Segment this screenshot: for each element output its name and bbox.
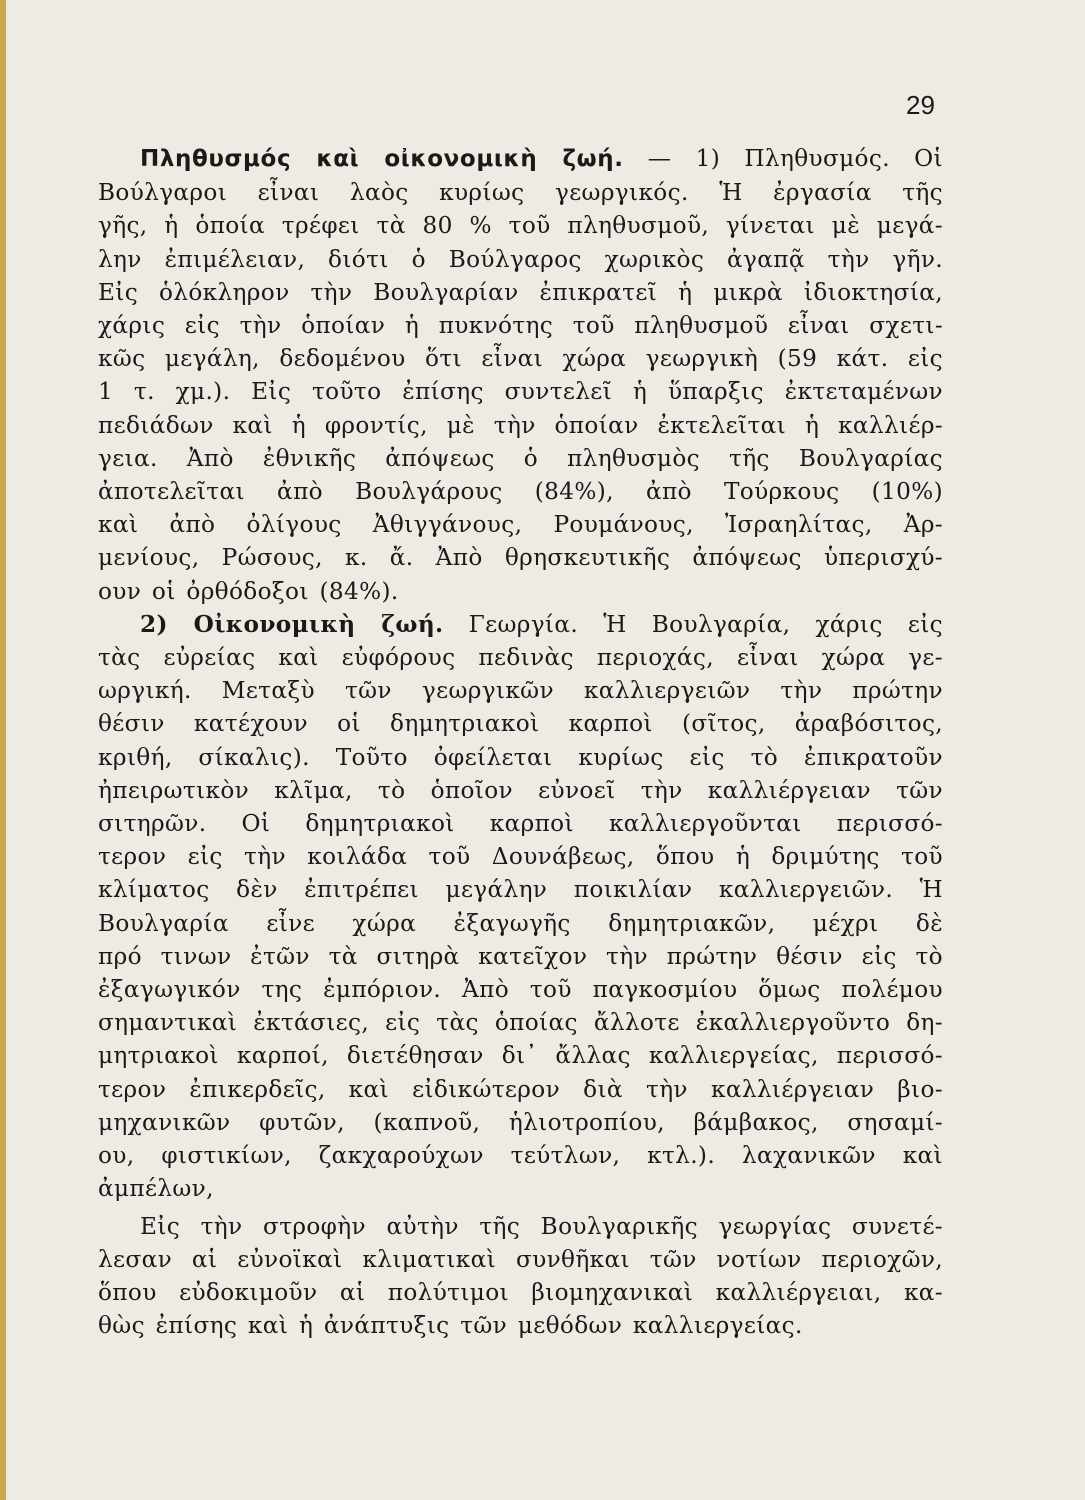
text-line: 1 τ. χμ.). Εἰς τοῦτο ἐπίσης συντελεῖ ἡ ὕπαρξις ἐκτεταμένων: [98, 378, 943, 406]
text-line: Βούλγαροι εἶναι λαὸς κυρίως γεωργικός. Ἡ ἐργασία τῆς: [98, 179, 943, 207]
text-line: σιτηρῶν. Οἱ δημητριακοὶ καρποὶ καλλιεργοῦνται περισσό-: [98, 810, 943, 838]
text-line: μητριακοὶ καρποί, διετέθησαν δι᾽ ἄλλας καλλιεργείας, περισσό-: [98, 1042, 943, 1070]
section-heading: Πληθυσμός καὶ οἰκονομικὴ ζωή.: [140, 146, 624, 172]
text-line: Εἰς τὴν στροφὴν αὐτὴν τῆς Βουλγαρικῆς γεωργίας συνετέ-: [140, 1212, 943, 1240]
text-line: σημαντικαὶ ἐκτάσιες, εἰς τὰς ὁποίας ἄλλοτε ἐκαλλιεργοῦντο δη-: [98, 1009, 943, 1037]
text-line: κλίματος δὲν ἐπιτρέπει μεγάλην ποικιλίαν καλλιεργειῶν. Ἡ: [98, 876, 943, 904]
text-line: καὶ ἀπὸ ὀλίγους Ἀθιγγάνους, Ρουμάνους, Ἰσραηλίτας, Ἀρ-: [98, 511, 943, 539]
text-line: ὅπου εὐδοκιμοῦν αἱ πολύτιμοι βιομηχανικαὶ καλλιέργειαι, κα-: [98, 1278, 943, 1306]
text-line: κῶς μεγάλη, δεδομένου ὅτι εἶναι χώρα γεωργικὴ (59 κάτ. εἰς: [98, 345, 943, 373]
text-line: τερον εἰς τὴν κοιλάδα τοῦ Δουνάβεως, ὅπου ἡ δριμύτης τοῦ: [98, 843, 943, 871]
body-text: [98, 142, 943, 1342]
text-line: γῆς, ἡ ὁποία τρέφει τὰ 80 % τοῦ πληθυσμοῦ, γίνεται μὲ μεγά-: [98, 212, 943, 240]
paragraph-economy: [98, 608, 943, 1206]
text-line: λην ἐπιμέλειαν, διότι ὁ Βούλγαρος χωρικὸς ἀγαπᾷ τὴν γῆν.: [98, 245, 943, 273]
text-line: μενίους, Ρώσους, κ. ἄ. Ἀπὸ θρησκευτικῆς ἀπόψεως ὑπερισχύ-: [98, 544, 943, 572]
text-line: χάρις εἰς τὴν ὁποίαν ἡ πυκνότης τοῦ πληθυσμοῦ εἶναι σχετι-: [98, 312, 943, 340]
text-line: μηχανικῶν φυτῶν, (καπνοῦ, ἡλιοτροπίου, βάμβακος, σησαμί-: [98, 1108, 943, 1136]
paragraph-population: [98, 142, 943, 608]
page-number: 29: [906, 90, 935, 120]
subsection-heading: 2) Οἰκονομικὴ ζωή.: [140, 610, 444, 638]
text-line: 2) Οἰκονομικὴ ζωή. Γεωργία. Ἡ Βουλγαρία, χάρις εἰς: [140, 610, 944, 638]
text-line: Πληθυσμός καὶ οἰκονομικὴ ζωή. — 1) Πληθυσμός. Οἱ: [140, 145, 943, 172]
text-line: ουν οἱ ὀρθόδοξοι (84%).: [98, 577, 399, 605]
text-line: θὼς ἐπίσης καὶ ἡ ἀνάπτυξις τῶν μεθόδων καλλιεργείας.: [98, 1312, 803, 1340]
text-line: τὰς εὐρείας καὶ εὐφόρους πεδινὰς περιοχάς, εἶναι χώρα γε-: [98, 644, 943, 672]
text-line: θέσιν κατέχουν οἱ δημητριακοὶ καρποὶ (σῖτος, ἀραβόσιτος,: [98, 710, 943, 738]
text-line: ου, φιστικίων, ζακχαρούχων τεύτλων, κτλ.). λαχανικῶν καὶ: [98, 1142, 943, 1170]
text-line: γεια. Ἀπὸ ἐθνικῆς ἀπόψεως ὁ πληθυσμὸς τῆς Βουλγαρίας: [98, 444, 943, 472]
paragraph-agriculture-shift: [98, 1210, 943, 1343]
text-line: ἀποτελεῖται ἀπὸ Βουλγάρους (84%), ἀπὸ Τούρκους (10%): [98, 478, 943, 506]
text-line: πρό τινων ἐτῶν τὰ σιτηρὰ κατεῖχον τὴν πρώτην θέσιν εἰς τὸ: [98, 942, 943, 970]
text-line: πεδιάδων καὶ ἡ φροντίς, μὲ τὴν ὁποίαν ἐκτελεῖται ἡ καλλιέρ-: [98, 411, 943, 439]
text-line: Εἰς ὁλόκληρον τὴν Βουλγαρίαν ἐπικρατεῖ ἡ μικρὰ ἰδιοκτησία,: [98, 278, 943, 306]
text-line: κριθή, σίκαλις). Τοῦτο ὀφείλεται κυρίως εἰς τὸ ἐπικρατοῦν: [98, 743, 943, 771]
text-line: λεσαν αἱ εὐνοϊκαὶ κλιματικαὶ συνθῆκαι τῶν νοτίων περιοχῶν,: [98, 1245, 943, 1273]
text-line: ἀμπέλων,: [98, 1175, 214, 1203]
text-line: ωργική. Μεταξὺ τῶν γεωργικῶν καλλιεργειῶν τὴν πρώτην: [98, 677, 943, 705]
text-line: ἐξαγωγικόν της ἐμπόριον. Ἀπὸ τοῦ παγκοσμίου ὅμως πολέμου: [98, 976, 943, 1004]
text-line: τερον ἐπικερδεῖς, καὶ εἰδικώτερον διὰ τὴν καλλιέργειαν βιο-: [98, 1075, 943, 1103]
text-line: ἠπειρωτικὸν κλῖμα, τὸ ὁποῖον εὐνοεῖ τὴν καλλιέργειαν τῶν: [98, 776, 943, 804]
text-line: Βουλγαρία εἶνε χώρα ἐξαγωγῆς δημητριακῶν, μέχρι δὲ: [98, 909, 943, 937]
